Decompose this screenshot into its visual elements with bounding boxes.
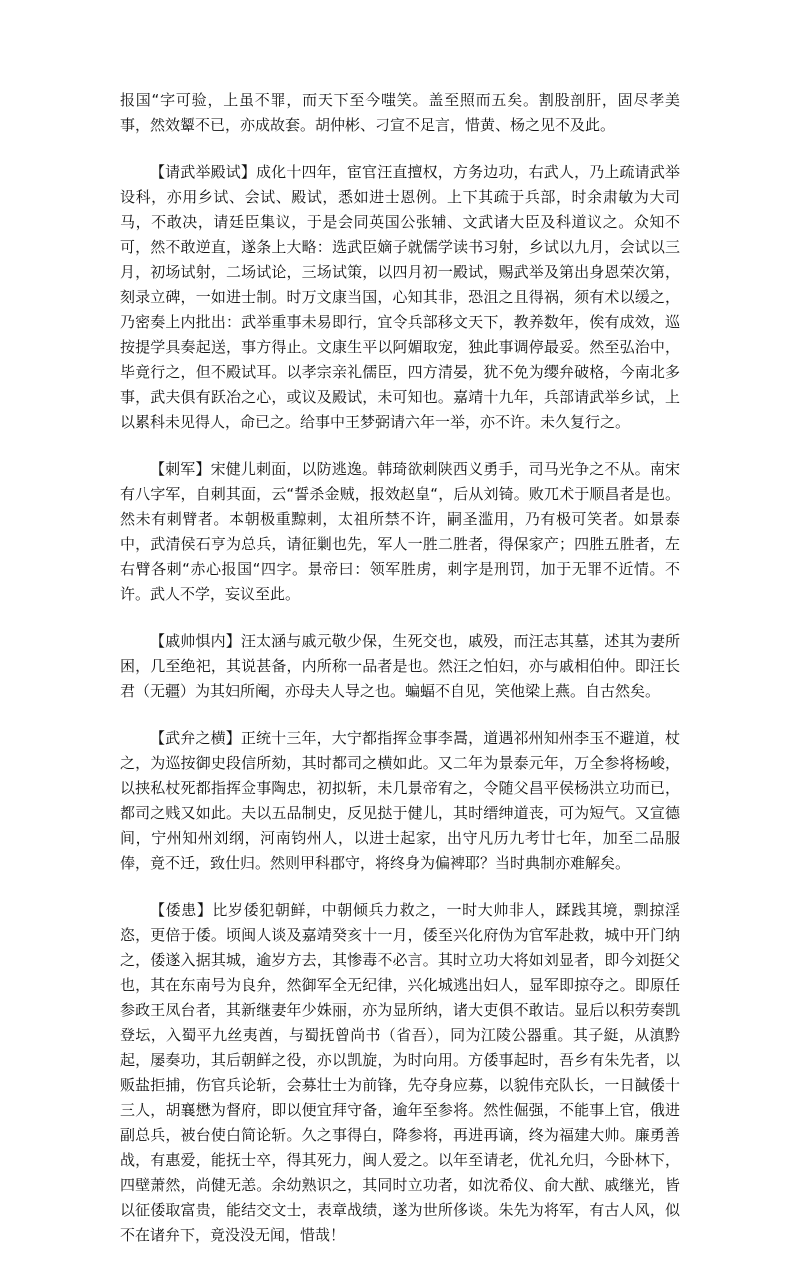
paragraph-text: 报国“字可验，上虽不罪，而天下至今嗤笑。盖至照而五矣。割股剖肝，固尽孝美事，然效颦不已，亦成故套。胡仲彬、刁宣不足言，惜黄、杨之见不及此。 bbox=[120, 91, 680, 134]
paragraph-ci-jun bbox=[120, 457, 680, 607]
paragraph-wubian-zhiheng bbox=[120, 726, 680, 876]
document-page bbox=[120, 88, 680, 1270]
paragraph-text: 比岁倭犯朝鲜，中朝倾兵力救之，一时大帅非人，蹂践其境，剽掠淫恣，更倍于倭。顷闽人谈及嘉靖癸亥十一月，倭至兴化府伪为官军赴救，城中开门纳之，倭遂入据其城，逾岁方去，其惨毒不必言。其时立功大将如刘显者，即今刘挺父也，其在东南号为良弁，然御军全无纪律，兴化城逃出妇人，显军即掠夺之。即原任参政王凤台者，其新继妻年少姝丽，亦为显所纳，诸大吏俱不敢诘。显后以积劳奏凯登坛，入蜀平九丝夷酋，与蜀抚曾尚书（省吾），同为江陵公器重。其子綎，从滇黔起，屡奏功，其后朝鲜之役，亦以凯旋，为时向用。方倭事起时，吾乡有朱先者，以贩盐拒捕，伤官兵论斩，会募壮士为前锋，先夺身应募，以貌伟充队长，一日馘倭十三人，胡襄懋为督府，即以便宜拜守备，逾年至参将。然性倔强，不能事上官，俄进副总兵，被台使白简论斩。久之事得白，降参将，再进再谪，终为福建大帅。廉勇善战，有惠爱，能抚士卒，得其死力，闽人爱之。以年至请老，优礼允归，今卧林下，四壁萧然，尚健无恙。余幼熟识之，其同时立功者，如沈希仪、俞大猷、戚继光，皆以征倭取富贵，能结交文士，表章战绩，遂为世所侈谈。朱先为将军，有古人风，似不在诸弁下，竟没没无闻，惜哉！ bbox=[120, 901, 680, 1244]
paragraph-heading: 【武弁之横】 bbox=[150, 729, 241, 747]
paragraph-text: 成化十四年，宦官汪直擅权，方务边功，右武人，乃上疏请武举设科，亦用乡试、会试、殿试，悉如进士恩例。上下其疏于兵部，时余肃敏为大司马，不敢决，请廷臣集议，于是会同英国公张辅、文武诸大臣及科道议之。众知不可，然不敢逆直，遂条上大略：选武臣嫡子就儒学读书习射，乡试以九月，会试以三月，初场试射，二场试论，三场试策，以四月初一殿试，赐武举及第出身恩荣次第，刻录立碑，一如进士制。时万文康当国，心知其非，恐沮之且得祸，须有术以缓之，乃密奏上内批出：武举重事未易即行，宜令兵部移文天下，教养数年，俟有成效，巡按提学具奏起送，事方得止。文康生平以阿媚取宠，独此事调停最妥。然至弘治中，毕竟行之，但不殿试耳。以孝宗亲礼儒臣，四方清晏，犹不免为缨弁破格，今南北多事，武夫俱有跃冶之心，或议及殿试，未可知也。嘉靖十九年，兵部请武举乡试，上以累科未见得人，命已之。给事中王梦弼请六年一举，亦不许。未久复行之。 bbox=[120, 163, 680, 431]
paragraph-wuju-dianshi bbox=[120, 160, 680, 435]
paragraph-continuation bbox=[120, 88, 680, 138]
paragraph-text: 汪太涵与戚元敬少保，生死交也，戚殁，而汪志其墓，述其为妻所困，几至绝祀，其说甚备，内所称一品者是也。然汪之怕妇，亦与戚相伯仲。即汪长君（无疆）为其妇所阉，亦母夫人导之也。蝙蝠不自见，笑他梁上燕。自古然矣。 bbox=[120, 632, 680, 700]
paragraph-text: 正统十三年，大宁都指挥佥事李暠，道遇祁州知州李玉不避道，杖之，为巡按御史段信所劾，其时都司之横如此。又二年为景泰元年，万全参将杨峻，以挟私杖死都指挥佥事陶忠，初拟斩，未几景帝宥之，令随父昌平侯杨洪立功而已，都司之贱又如此。夫以五品制史，反见挞于健儿，其时缙绅道丧，可为短气。又宣德间，宁州知州刘纲，河南钧州人，以进士起家，出守凡历九考廿七年，加至二品服俸，竟不迁，致仕归。然则甲科郡守，将终身为偏裨耶？当时典制亦难解矣。 bbox=[120, 729, 680, 872]
paragraph-heading: 【戚帅惧内】 bbox=[150, 632, 241, 650]
paragraph-qi-shuai bbox=[120, 629, 680, 704]
paragraph-text: 宋健儿刺面，以防逃逸。韩琦欲刺陕西义勇手，司马光争之不从。南宋有八字军，自刺其面，云“誓杀金贼，报效赵皇“，后从刘锜。败兀术于顺昌者是也。然未有刺臂者。本朝极重黥刺，太祖所禁不许，嗣圣滥用，乃有极可笑者。如景泰中，武清侯石亨为总兵，请征剿也先，军人一胜二胜者，得保家产；四胜五胜者，左右臂各刺“赤心报国“四字。景帝曰：领军胜虏，刺字是刑罚，加于无罪不近情。不许。武人不学，妄议至此。 bbox=[120, 460, 680, 603]
paragraph-heading: 【请武举殿试】 bbox=[150, 163, 257, 181]
paragraph-heading: 【刺军】 bbox=[150, 460, 211, 478]
paragraph-heading: 【倭患】 bbox=[150, 901, 213, 919]
paragraph-wo-huan bbox=[120, 898, 680, 1248]
